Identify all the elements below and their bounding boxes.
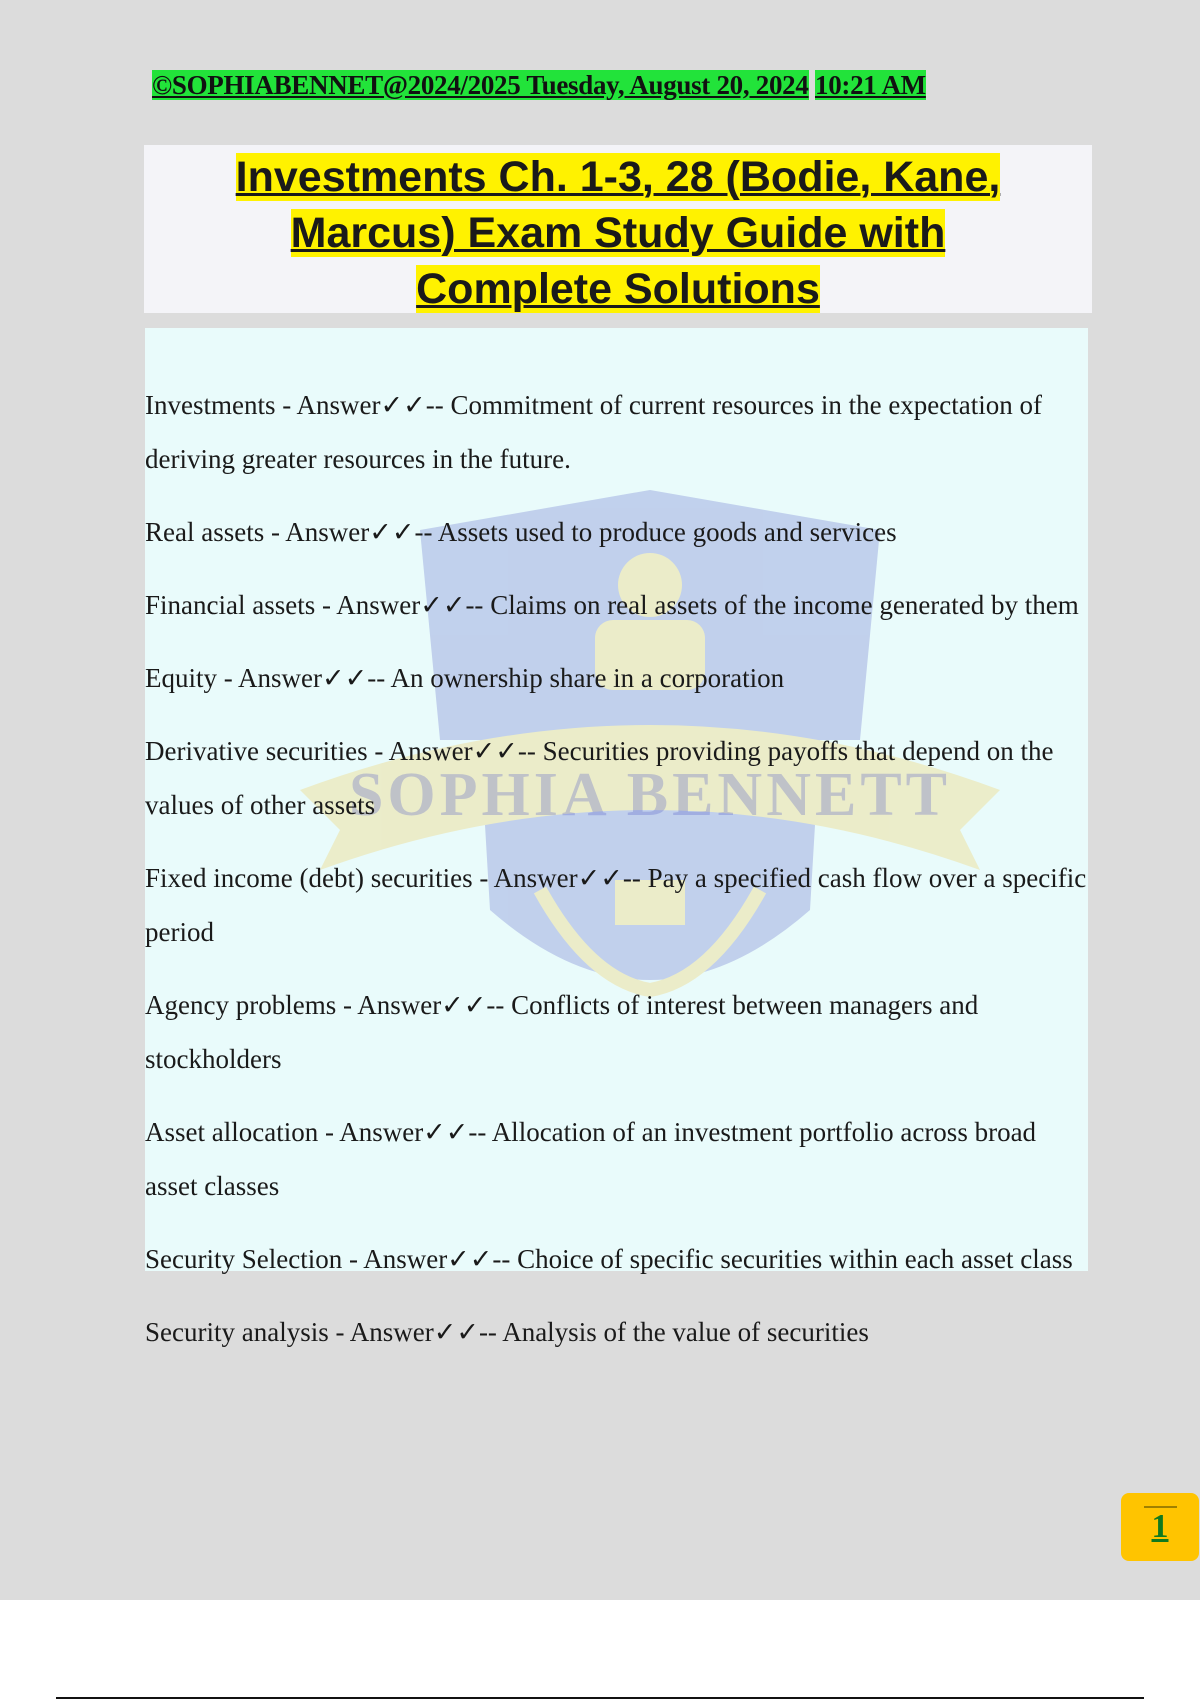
entry-definition: Pay a specified cash flow over a specific period: [145, 863, 1087, 947]
entry-term: Investments - Answer✓✓--: [145, 390, 444, 420]
title-box: [144, 145, 1092, 313]
study-guide-entries: [145, 378, 1095, 1378]
entry-definition: Choice of specific securities within each asset class: [517, 1244, 1073, 1274]
entry-term: Real assets - Answer✓✓--: [145, 517, 433, 547]
qa-entry: [145, 378, 1095, 486]
entry-term: Derivative securities - Answer✓✓--: [145, 736, 536, 766]
entry-term: Equity - Answer✓✓--: [145, 663, 386, 693]
document-header: [152, 70, 926, 101]
header-time: 10:21 AM: [815, 70, 926, 100]
entry-term: Asset allocation - Answer✓✓--: [145, 1117, 487, 1147]
qa-entry: [145, 578, 1095, 632]
entry-definition: Conflicts of interest between managers and stockholders: [145, 990, 979, 1074]
entry-term: Security Selection - Answer✓✓--: [145, 1244, 511, 1274]
entry-term: Agency problems - Answer✓✓--: [145, 990, 505, 1020]
qa-entry: [145, 505, 1095, 559]
document-title: [144, 145, 1092, 317]
entry-definition: Commitment of current resources in the expectation of deriving greater resources in the future.: [145, 390, 1042, 474]
page-number-badge: [1121, 1493, 1199, 1561]
qa-entry: [145, 851, 1095, 959]
qa-entry: [145, 724, 1095, 832]
qa-entry: [145, 1105, 1095, 1213]
qa-entry: [145, 1305, 1095, 1359]
entry-definition: Assets used to produce goods and services: [437, 517, 897, 547]
title-line-1: Investments Ch. 1-3, 28 (Bodie, Kane,: [235, 153, 1001, 201]
entry-definition: Analysis of the value of securities: [502, 1317, 869, 1347]
entry-definition: Allocation of an investment portfolio across broad asset classes: [145, 1117, 1037, 1201]
entry-term: Fixed income (debt) securities - Answer✓✓--: [145, 863, 641, 893]
page-number: 1: [1144, 1506, 1177, 1545]
entry-definition: An ownership share in a corporation: [390, 663, 785, 693]
entry-term: Financial assets - Answer✓✓--: [145, 590, 484, 620]
qa-entry: [145, 978, 1095, 1086]
header-copyright-date: ©SOPHIABENNET@2024/2025 Tuesday, August 20, 2024: [152, 70, 809, 100]
footer-rule: [56, 1697, 1144, 1699]
entry-definition: Securities providing payoffs that depend on the values of other assets: [145, 736, 1054, 820]
watermark-text: SOPHIA BENNETT: [348, 761, 952, 829]
qa-entry: [145, 1232, 1095, 1286]
qa-entry: [145, 651, 1095, 705]
title-line-3: Complete Solutions: [416, 265, 820, 313]
title-line-2: Marcus) Exam Study Guide with: [290, 209, 946, 257]
entry-term: Security analysis - Answer✓✓--: [145, 1317, 497, 1347]
entry-definition: Claims on real assets of the income generated by them: [490, 590, 1079, 620]
